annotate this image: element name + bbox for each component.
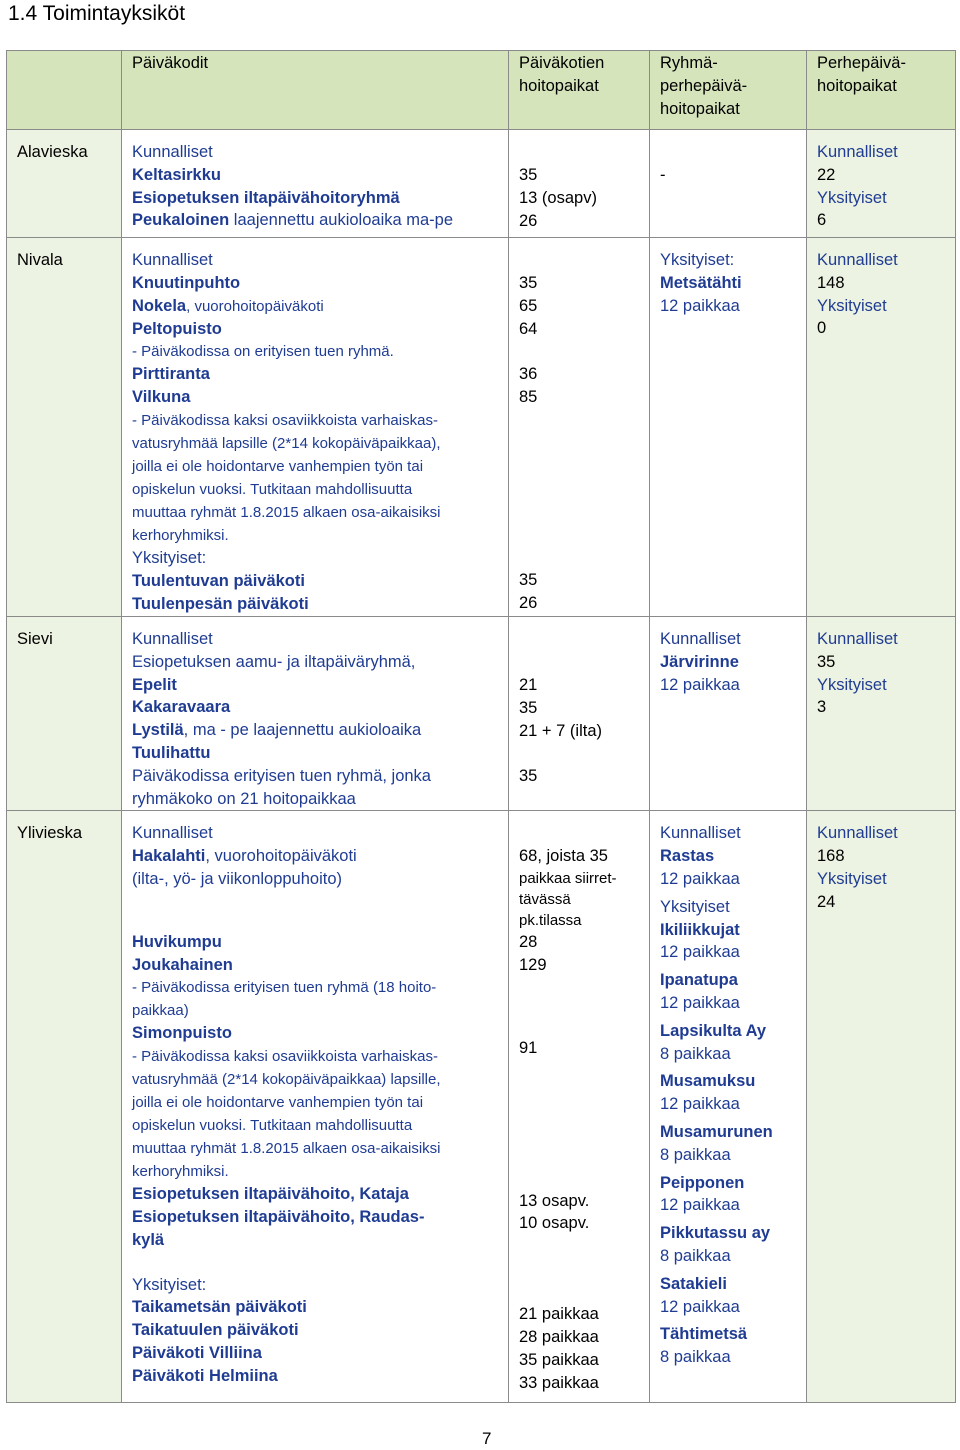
alavieska-paikat [509, 130, 650, 238]
header-paikat [509, 51, 650, 130]
header-perhe-line: Perhepäivä- [817, 54, 906, 72]
place-count: 35 [519, 698, 538, 717]
header-paikat-line: hoitopaikat [519, 76, 599, 95]
unit-name: Epelit [132, 675, 177, 694]
header-ryhma [650, 51, 807, 130]
place-count: 12 paikkaa [660, 1196, 740, 1215]
kunnalliset-label: Kunnalliset [817, 630, 898, 648]
unit-name: Metsätähti [660, 273, 742, 292]
alavieska-perhe [807, 130, 956, 238]
ylivieska-ryhma [650, 811, 807, 1403]
yksityiset-label: Yksityiset [817, 869, 887, 888]
place-note: tävässä [519, 891, 571, 909]
unit-name: Pirttiranta [132, 365, 210, 384]
place-count: 8 paikkaa [660, 1145, 731, 1164]
ylivieska-paikat [509, 811, 650, 1403]
page-number: 7 [482, 1429, 492, 1448]
row-label-sievi [7, 617, 122, 811]
alavieska-paivakodit [122, 130, 509, 238]
place-count: 28 paikkaa [519, 1327, 599, 1346]
municipality-name: Ylivieska [17, 824, 83, 843]
unit-name: Rastas [660, 847, 715, 866]
place-count: 28 [519, 933, 538, 952]
place-count: 168 [817, 847, 845, 866]
nivala-paivakodit [122, 238, 509, 617]
yksityiset-label: Yksityiset [817, 188, 887, 207]
nivala-ryhma [650, 238, 807, 617]
unit-name: Knuutinpuhto [132, 273, 241, 292]
place-count: 35 paikkaa [519, 1350, 599, 1369]
unit-name: Hakalahti [132, 847, 206, 866]
place-count: 12 paikkaa [660, 1297, 740, 1316]
unit-note: - Päiväkodissa erityisen tuen ryhmä (18 hoito- [132, 979, 437, 997]
unit-name: Esiopetuksen iltapäivähoito, Raudas- [132, 1207, 425, 1226]
header-paikat-line: Päiväkotien [519, 54, 605, 72]
unit-note: opiskelun vuoksi. Tutkitaan mahdollisuutta [132, 480, 413, 498]
yksityiset-label: Yksityiset: [660, 251, 735, 269]
unit-note: , vuorohoitopäiväkoti [186, 297, 324, 315]
municipality-name: Alavieska [17, 143, 88, 161]
header-paivakodit-label: Päiväkodit [132, 54, 209, 72]
header-perhe [807, 51, 956, 130]
kunnalliset-label: Kunnalliset [817, 251, 898, 269]
unit-name: Nokela [132, 296, 187, 315]
yksityiset-label: Yksityiset: [132, 548, 207, 567]
unit-note: (ilta-, yö- ja viikonloppuhoito) [132, 869, 343, 888]
place-count: 35 [519, 166, 538, 184]
unit-note: joilla ei ole hoidontarve vanhempien työn tai [132, 1094, 424, 1112]
kunnalliset-label: Kunnalliset [660, 824, 741, 843]
unit-note: joilla ei ole hoidontarve vanhempien työn tai [132, 457, 424, 475]
place-note: pk.tilassa [519, 912, 582, 930]
place-count: 13 osapv. [519, 1191, 590, 1210]
unit-name: Musamurunen [660, 1122, 773, 1141]
kunnalliset-label: Kunnalliset [817, 143, 898, 161]
unit-name: Joukahainen [132, 955, 233, 974]
yksityiset-label: Yksityiset [660, 897, 730, 916]
row-label-nivala [7, 238, 122, 617]
place-count: 68, joista 35 [519, 847, 608, 866]
unit-name: Huvikumpu [132, 932, 222, 951]
place-count: 8 paikkaa [660, 1348, 731, 1367]
place-count: 12 paikkaa [660, 675, 740, 694]
unit-name: kylä [132, 1230, 165, 1249]
unit-note: ryhmäkoko on 21 hoitopaikkaa [132, 789, 356, 808]
kunnalliset-label: Kunnalliset [132, 143, 213, 161]
place-count: 8 paikkaa [660, 1044, 731, 1063]
row-label-alavieska [7, 130, 122, 238]
unit-name: Lystilä [132, 721, 184, 740]
place-count: 12 paikkaa [660, 993, 740, 1012]
unit-name: Ikiliikkujat [660, 920, 740, 939]
unit-name: Musamuksu [660, 1072, 756, 1091]
place-count: 22 [817, 165, 836, 184]
place-count: 35 [519, 274, 538, 292]
place-count: 21 + 7 (ilta) [519, 721, 602, 740]
header-corner [7, 51, 122, 130]
place-count: 24 [817, 892, 836, 911]
header-ryhma-line: hoitopaikat [660, 99, 740, 118]
unit-note: muuttaa ryhmät 1.8.2015 alkaen osa-aikaisiksi [132, 503, 441, 521]
unit-name: Esiopetuksen aamu- ja iltapäiväryhmä, [132, 652, 416, 671]
units-table [6, 50, 956, 1403]
place-count: 3 [817, 698, 827, 717]
place-count: 148 [817, 273, 845, 292]
place-count: 35 [519, 570, 538, 589]
unit-name: Simonpuisto [132, 1024, 232, 1043]
place-count: 85 [519, 388, 538, 407]
unit-note: paikkaa) [132, 1002, 189, 1020]
ylivieska-perhe [807, 811, 956, 1403]
unit-note: vatusryhmää (2*14 kokopäiväpaikkaa) lapsille, [132, 1071, 441, 1089]
sievi-ryhma [650, 617, 807, 811]
unit-name: Päiväkoti Helmiina [132, 1366, 278, 1385]
unit-note: muuttaa ryhmät 1.8.2015 alkaen osa-aikaisiksi [132, 1140, 441, 1158]
unit-note: , ma - pe laajennettu aukioloaika [183, 721, 422, 740]
ylivieska-paivakodit [122, 811, 509, 1403]
unit-name: Peltopuisto [132, 319, 222, 338]
group-value: - [660, 166, 666, 184]
unit-name: Lapsikulta Ay [660, 1021, 767, 1040]
place-count: 36 [519, 365, 538, 384]
place-count: 10 osapv. [519, 1214, 590, 1233]
unit-name: Taikametsän päiväkoti [132, 1298, 307, 1317]
unit-note: Päiväkodissa erityisen tuen ryhmä, jonka [132, 766, 431, 785]
unit-note: kerhoryhmiksi. [132, 1163, 229, 1181]
place-count: 64 [519, 319, 538, 338]
unit-name: Tähtimetsä [660, 1325, 748, 1344]
municipality-name: Sievi [17, 630, 53, 648]
place-count: 13 (osapv) [519, 188, 597, 207]
nivala-paikat [509, 238, 650, 617]
unit-name: Ipanatupa [660, 971, 738, 990]
kunnalliset-label: Kunnalliset [132, 251, 213, 269]
unit-name: Satakieli [660, 1274, 727, 1293]
place-count: 12 paikkaa [660, 1095, 740, 1114]
row-sievi [7, 617, 956, 811]
sievi-paikat [509, 617, 650, 811]
place-count: 33 paikkaa [519, 1373, 599, 1392]
unit-note: - Päiväkodissa kaksi osaviikkoista varhaiskas- [132, 411, 438, 429]
unit-name: Taikatuulen päiväkoti [132, 1321, 299, 1340]
unit-name: Esiopetuksen iltapäivähoito, Kataja [132, 1185, 409, 1204]
alavieska-ryhma [650, 130, 807, 238]
unit-name: Keltasirkku [132, 165, 221, 184]
place-count: 21 paikkaa [519, 1305, 599, 1324]
yksityiset-label: Yksityiset: [132, 1275, 207, 1294]
yksityiset-label: Yksityiset [817, 296, 887, 315]
row-alavieska [7, 130, 956, 238]
unit-name: Peipponen [660, 1173, 745, 1192]
place-count: 35 [817, 652, 836, 671]
unit-name: Esiopetuksen iltapäivähoitoryhmä [132, 188, 400, 207]
place-count: 21 [519, 676, 538, 694]
unit-note: - Päiväkodissa on erityisen tuen ryhmä. [132, 343, 394, 361]
unit-note: kerhoryhmiksi. [132, 526, 229, 544]
kunnalliset-label: Kunnalliset [132, 824, 213, 843]
place-count: 6 [817, 211, 827, 230]
municipality-name: Nivala [17, 251, 63, 269]
header-ryhma-line: perhepäivä- [660, 76, 748, 95]
place-count: 12 paikkaa [660, 869, 740, 888]
unit-note: laajennettu aukioloaika ma-pe [233, 211, 454, 230]
unit-name: Tuulihattu [132, 743, 211, 762]
row-label-ylivieska [7, 811, 122, 1403]
row-nivala [7, 238, 956, 617]
unit-name: Tuulenpesän päiväkoti [132, 594, 309, 613]
place-count: 26 [519, 211, 538, 230]
place-count: 129 [519, 955, 547, 974]
unit-name: Päiväkoti Villiina [132, 1343, 262, 1362]
kunnalliset-label: Kunnalliset [660, 630, 741, 648]
place-count: 12 paikkaa [660, 296, 740, 315]
yksityiset-label: Yksityiset [817, 675, 887, 694]
header-perhe-line: hoitopaikat [817, 76, 897, 95]
unit-name: Vilkuna [132, 388, 191, 407]
sievi-perhe [807, 617, 956, 811]
place-note: paikkaa siirret- [519, 870, 617, 888]
place-count: 12 paikkaa [660, 943, 740, 962]
place-count: 35 [519, 767, 538, 786]
unit-name: Peukaloinen [132, 211, 230, 230]
header-paivakodit [122, 51, 509, 130]
kunnalliset-label: Kunnalliset [817, 824, 898, 843]
nivala-perhe [807, 238, 956, 617]
kunnalliset-label: Kunnalliset [132, 630, 213, 648]
unit-note: - Päiväkodissa kaksi osaviikkoista varhaiskas- [132, 1048, 438, 1066]
header-row [7, 51, 956, 130]
sievi-paivakodit [122, 617, 509, 811]
unit-name: Pikkutassu ay [660, 1224, 771, 1243]
header-ryhma-line: Ryhmä- [660, 54, 718, 72]
unit-note: vatusryhmää lapsille (2*14 kokopäiväpaikkaa), [132, 434, 441, 452]
unit-name: Järvirinne [660, 652, 739, 671]
place-count: 8 paikkaa [660, 1246, 731, 1265]
place-count: 91 [519, 1038, 538, 1057]
unit-note: opiskelun vuoksi. Tutkitaan mahdollisuutta [132, 1117, 413, 1135]
page-title: 1.4 Toimintayksiköt [8, 2, 186, 25]
unit-note: , vuorohoitopäiväkoti [205, 847, 357, 866]
place-count: 0 [817, 319, 827, 338]
unit-name: Tuulentuvan päiväkoti [132, 571, 305, 590]
row-ylivieska [7, 811, 956, 1403]
place-count: 26 [519, 593, 538, 612]
place-count: 65 [519, 296, 538, 315]
unit-name: Kakaravaara [132, 698, 231, 717]
